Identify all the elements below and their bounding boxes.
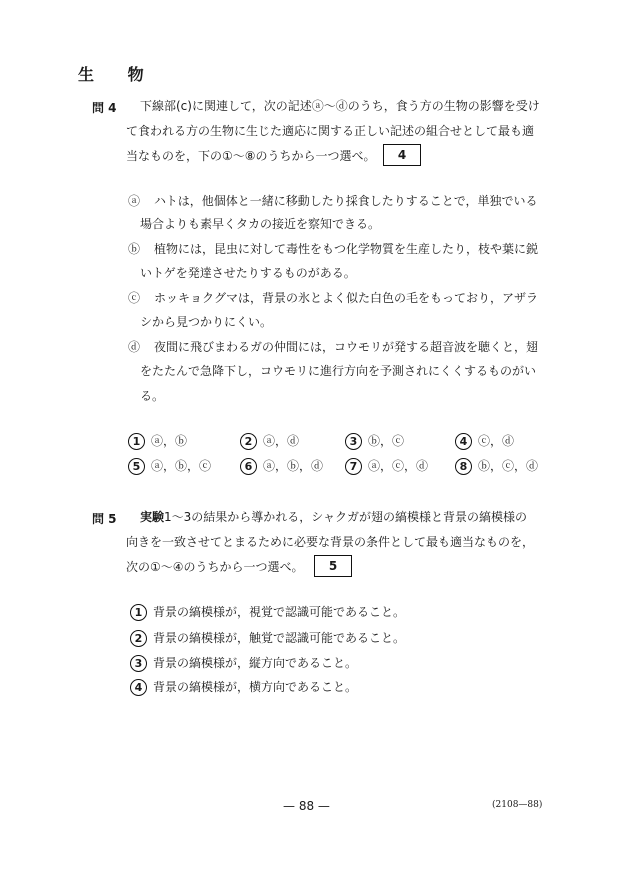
q5-choice-4[interactable] — [130, 678, 357, 696]
q4-line-2: て食われる方の生物に生じた適応に関する正しい記述の組合せとして最も適 — [126, 124, 535, 138]
choice-text: ⓐ，ⓑ — [151, 434, 188, 448]
q4-choice-1[interactable] — [128, 432, 187, 450]
subject-heading: 生 物 — [78, 65, 158, 84]
q5-line-3: 次の①～④のうちから一つ選べ。 — [126, 560, 304, 574]
statement-d-line-2: をたたんで急降下し，コウモリに進行方向を予測されにくくするものがい — [140, 364, 537, 378]
choice-number-4: 4 — [130, 679, 147, 696]
q5-choice-1[interactable] — [130, 603, 405, 621]
q5-choice-3[interactable] — [130, 654, 357, 672]
q4-choice-3[interactable] — [345, 432, 404, 450]
statement-a-mark: ⓐ — [128, 194, 141, 208]
choice-number-2: 2 — [130, 630, 147, 647]
choice-number-1: 1 — [128, 433, 145, 450]
page-number: — 88 — — [283, 799, 330, 813]
choice-number-3: 3 — [130, 655, 147, 672]
statement-d-line-3: る。 — [140, 389, 165, 403]
choice-text: ⓐ，ⓒ，ⓓ — [368, 459, 429, 473]
q4-line-3: 当なものを，下の①～⑧のうちから一つ選べ。 — [126, 149, 376, 163]
q5-line-2: 向きを一致させてとまるために必要な背景の条件として最も適当なものを， — [126, 535, 535, 549]
statement-c-line-1: ホッキョクグマは，背景の氷とよく似た白色の毛をもっており，アザラ — [154, 291, 539, 305]
q5-line-1 — [140, 510, 527, 524]
exam-code: (2108—88) — [492, 800, 543, 810]
q4-answer-box[interactable]: 4 — [383, 144, 421, 166]
q5-answer-box[interactable]: 5 — [314, 555, 352, 577]
q5-bold-lead: 実験 — [140, 510, 165, 524]
q4-choice-8[interactable] — [455, 457, 538, 475]
choice-number-5: 5 — [128, 458, 145, 475]
q5-line-1-text: 1～3の結果から導かれる，シャクガが翅の縞模様と背景の縞模様の — [164, 510, 528, 524]
statement-b-mark: ⓑ — [128, 242, 141, 256]
choice-number-6: 6 — [240, 458, 257, 475]
q4-choice-4[interactable] — [455, 432, 514, 450]
statement-c-line-2: シから見つかりにくい。 — [140, 315, 273, 329]
statement-c-mark: ⓒ — [128, 291, 141, 305]
statement-b-line-1: 植物には，昆虫に対して毒性をもつ化学物質を生産したり，枝や葉に鋭 — [154, 242, 539, 256]
choice-text: 背景の縞模様が，視覚で認識可能であること。 — [153, 605, 406, 619]
statement-d-line-1: 夜間に飛びまわるガの仲間には，コウモリが発する超音波を聴くと，翅 — [154, 340, 539, 354]
q4-line-1: 下線部(c)に関連して，次の記述ⓐ～ⓓのうち，食う方の生物の影響を受け — [140, 99, 540, 113]
choice-text: ⓐ，ⓓ — [263, 434, 300, 448]
choice-number-4: 4 — [455, 433, 472, 450]
q4-choice-6[interactable] — [240, 457, 323, 475]
choice-text: ⓐ，ⓑ，ⓓ — [263, 459, 324, 473]
statement-a-line-1: ハトは，他個体と一緒に移動したり採食したりすることで，単独でいる — [154, 194, 538, 208]
choice-number-3: 3 — [345, 433, 362, 450]
q4-number: 問 4 — [92, 101, 117, 115]
q4-choice-2[interactable] — [240, 432, 299, 450]
q5-number: 問 5 — [92, 512, 117, 526]
q5-choice-2[interactable] — [130, 629, 405, 647]
statement-b-line-2: いトゲを発達させたりするものがある。 — [140, 266, 356, 280]
choice-text: ⓑ，ⓒ，ⓓ — [478, 459, 539, 473]
choice-number-8: 8 — [455, 458, 472, 475]
q4-choice-5[interactable] — [128, 457, 211, 475]
choice-number-7: 7 — [345, 458, 362, 475]
choice-text: 背景の縞模様が，横方向であること。 — [153, 680, 358, 694]
statement-a-line-2: 場合よりも素早くタカの接近を察知できる。 — [140, 217, 381, 231]
choice-text: 背景の縞模様が，縦方向であること。 — [153, 656, 358, 670]
choice-text: 背景の縞模様が，触覚で認識可能であること。 — [153, 631, 406, 645]
choice-text: ⓒ，ⓓ — [478, 434, 515, 448]
choice-text: ⓐ，ⓑ，ⓒ — [151, 459, 212, 473]
choice-text: ⓑ，ⓒ — [368, 434, 405, 448]
q4-choice-7[interactable] — [345, 457, 428, 475]
choice-number-2: 2 — [240, 433, 257, 450]
choice-number-1: 1 — [130, 604, 147, 621]
statement-d-mark: ⓓ — [128, 340, 141, 354]
